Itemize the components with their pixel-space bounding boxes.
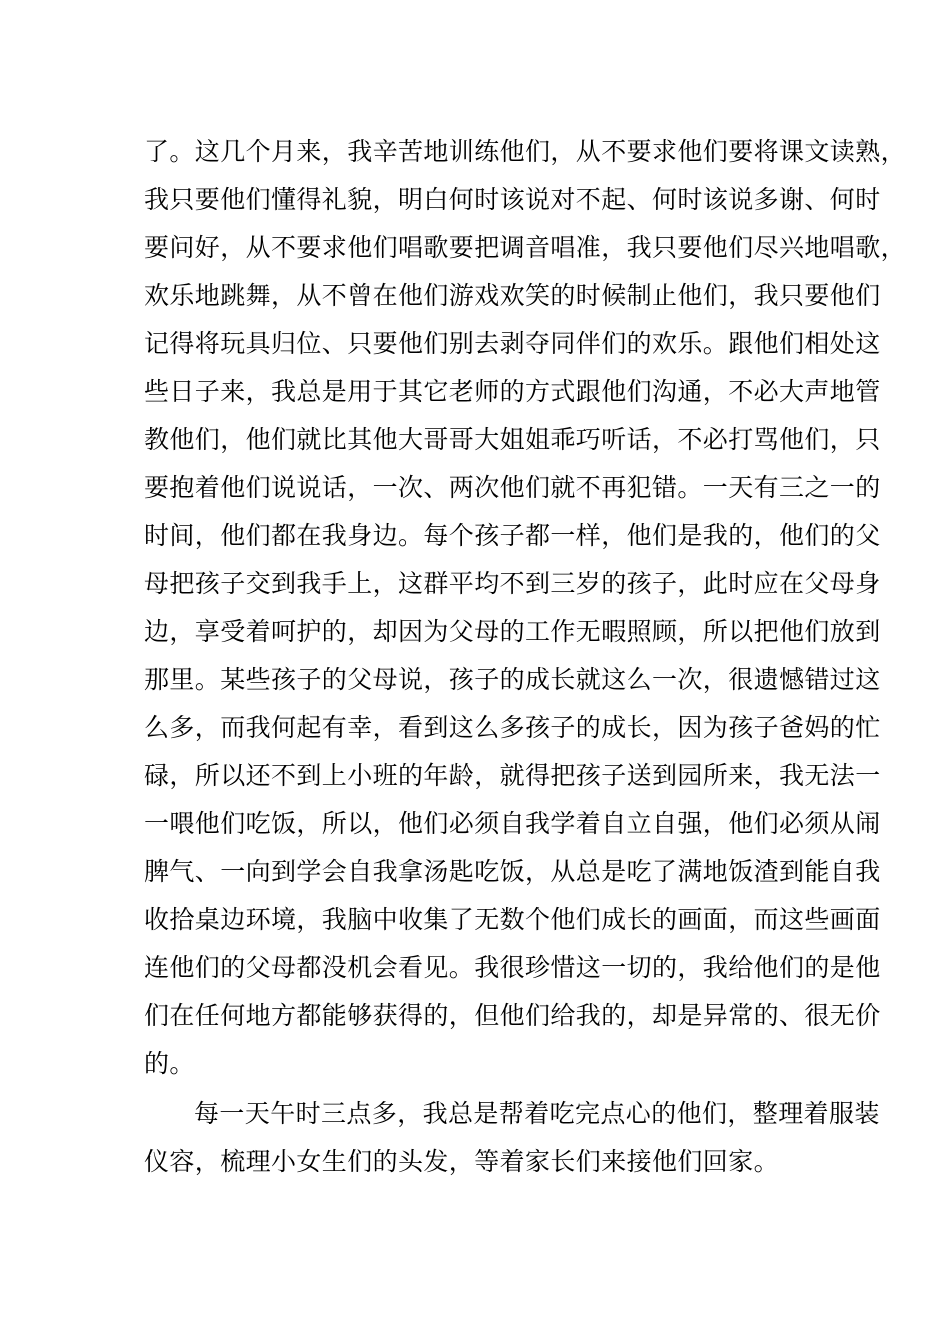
text-line: 要问好，从不要求他们唱歌要把调音唱准，我只要他们尽兴地唱歌， — [144, 233, 907, 262]
text-line: 们在任何地方都能够获得的，但他们给我的，却是异常的、很无价 — [144, 1001, 881, 1030]
text-line: 一喂他们吃饭，所以，他们必须自我学着自立自强，他们必须从闹 — [144, 809, 881, 838]
text-line: 收拾桌边环境，我脑中收集了无数个他们成长的画面，而这些画面 — [144, 905, 881, 934]
text-line: 母把孩子交到我手上，这群平均不到三岁的孩子，此时应在父母身 — [144, 569, 881, 598]
text-line: 要抱着他们说说话，一次、两次他们就不再犯错。一天有三之一的 — [144, 473, 881, 502]
document-body — [144, 128, 907, 1186]
text-line: 边，享受着呵护的，却因为父母的工作无暇照顾，所以把他们放到 — [144, 617, 881, 646]
text-line: 仪容，梳理小女生们的头发，等着家长们来接他们回家。 — [144, 1147, 780, 1176]
text-line: 了。这几个月来，我辛苦地训练他们，从不要求他们要将课文读熟， — [144, 137, 907, 166]
text-line: 欢乐地跳舞，从不曾在他们游戏欢笑的时候制止他们，我只要他们 — [144, 281, 881, 310]
text-line: 时间，他们都在我身边。每个孩子都一样，他们是我的，他们的父 — [144, 521, 881, 550]
text-line: 的。 — [144, 1049, 195, 1078]
text-line: 那里。某些孩子的父母说，孩子的成长就这么一次，很遗憾错过这 — [144, 665, 881, 694]
text-line: 教他们，他们就比其他大哥哥大姐姐乖巧听话，不必打骂他们，只 — [144, 425, 881, 454]
text-line: 我只要他们懂得礼貌，明白何时该说对不起、何时该说多谢、何时 — [144, 185, 881, 214]
text-line: 么多，而我何起有幸，看到这么多孩子的成长，因为孩子爸妈的忙 — [144, 713, 881, 742]
text-line: 每一天午时三点多，我总是帮着吃完点心的他们，整理着服装 — [194, 1099, 880, 1128]
text-line: 碌，所以还不到上小班的年龄，就得把孩子送到园所来，我无法一 — [144, 761, 881, 790]
text-line: 连他们的父母都没机会看见。我很珍惜这一切的，我给他们的是他 — [144, 953, 881, 982]
text-line: 记得将玩具归位、只要他们别去剥夺同伴们的欢乐。跟他们相处这 — [144, 329, 881, 358]
text-line: 脾气、一向到学会自我拿汤匙吃饭，从总是吃了满地饭渣到能自我 — [144, 857, 881, 886]
paragraph-1 — [144, 128, 907, 1088]
paragraph-2 — [144, 1090, 880, 1186]
text-line: 些日子来，我总是用于其它老师的方式跟他们沟通，不必大声地管 — [144, 377, 881, 406]
